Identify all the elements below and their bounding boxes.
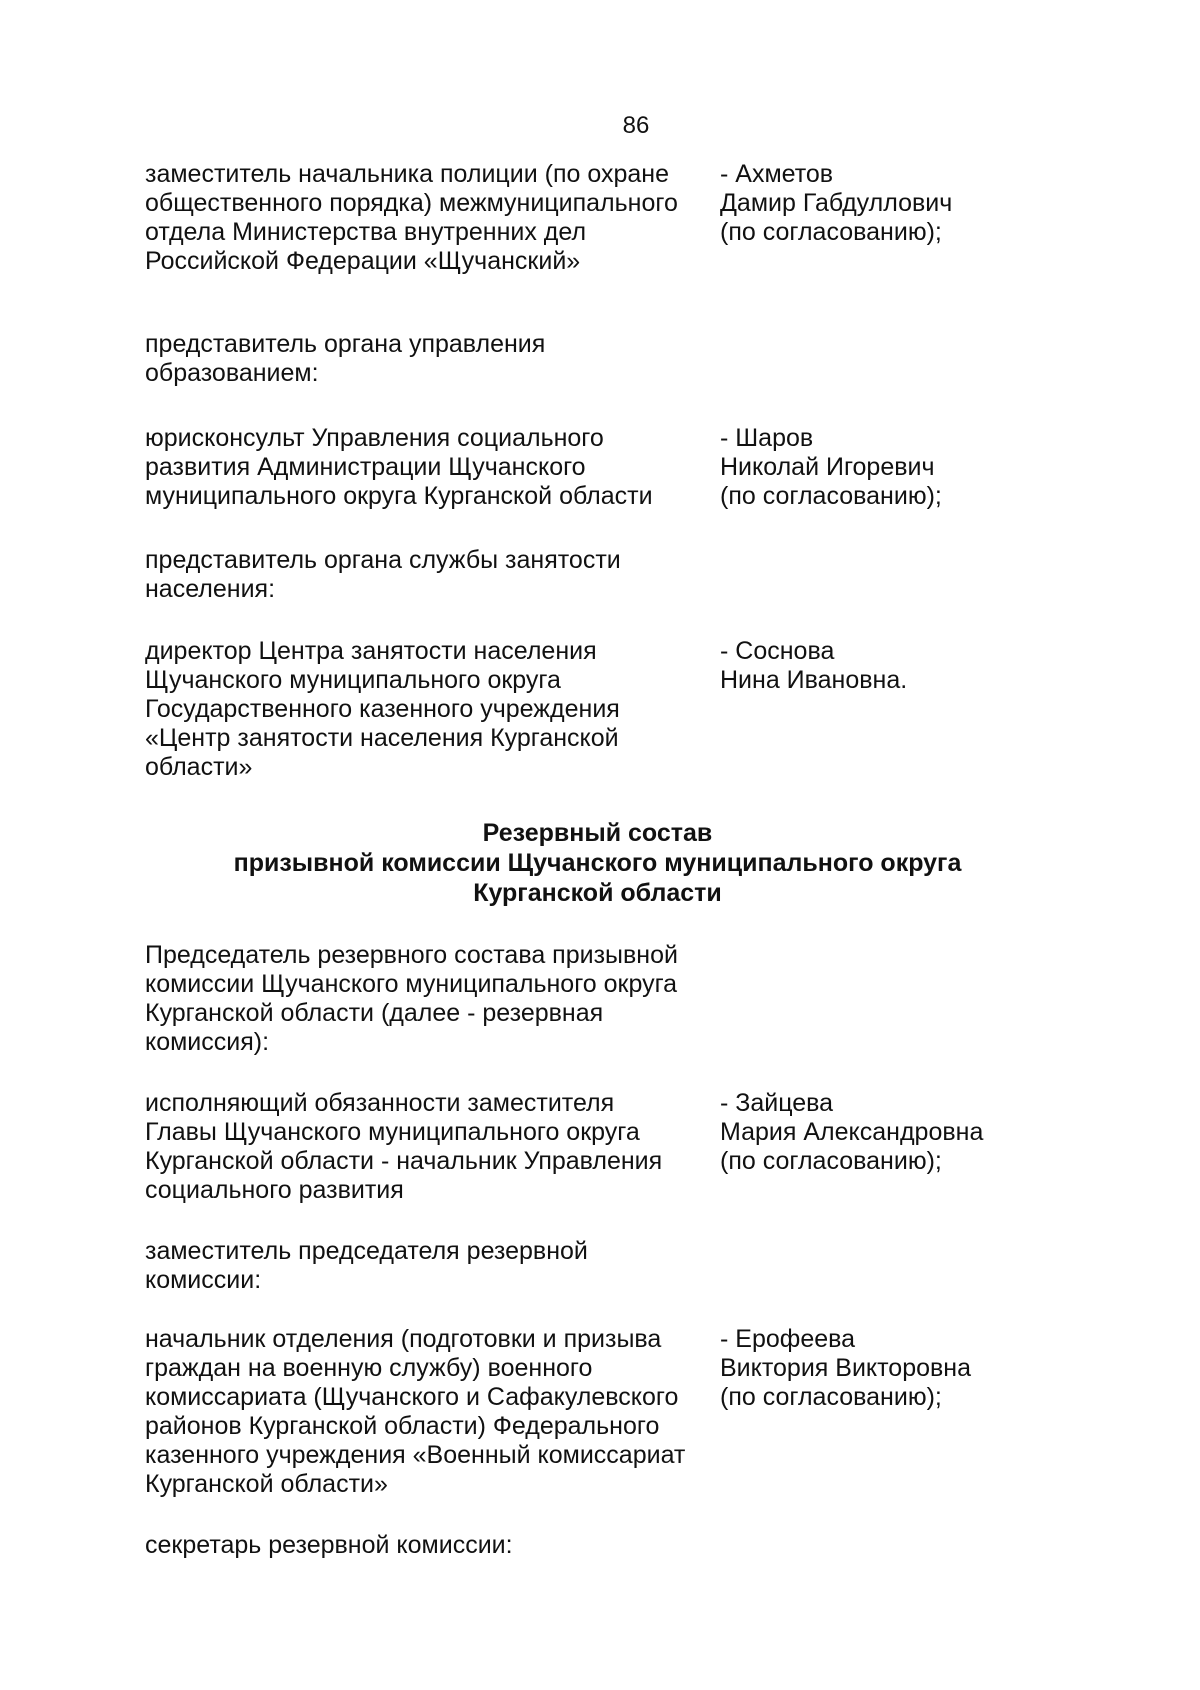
entry-person: - Ерофеева Виктория Викторовна (по согласованию); bbox=[720, 1325, 972, 1411]
entry-person: - Шаров Николай Игоревич (по согласованию); bbox=[720, 424, 942, 510]
entry-position: заместитель председателя резервной комиссии: bbox=[145, 1237, 588, 1294]
entry-position: начальник отделения (подготовки и призыва граждан на военную службу) военного комиссариата (Щучанского и Сафакулевского районов Курганской области) Федерального казенного учреждения «Военный комиссариат Курганской области» bbox=[145, 1325, 686, 1498]
entry-position: заместитель начальника полиции (по охране общественного порядка) межмуниципального отдела Министерства внутренних дел Российской Федерации «Щучанский» bbox=[145, 160, 678, 275]
entry-position: исполняющий обязанности заместителя Главы Щучанского муниципального округа Курганской области - начальник Управления социального развития bbox=[145, 1089, 663, 1204]
entry-military-commissariat bbox=[145, 1325, 1145, 1499]
section-title-line: Резервный состав bbox=[482, 819, 713, 847]
entry-person: - Зайцева Мария Александровна (по согласованию); bbox=[720, 1089, 984, 1175]
entry-reserve-chair-heading bbox=[145, 941, 1145, 1057]
entry-deputy-chair-heading bbox=[145, 1237, 1145, 1295]
entry-secretary-heading bbox=[145, 1531, 1145, 1560]
entry-education-rep bbox=[145, 330, 1145, 388]
entry-position: представитель органа управления образованием: bbox=[145, 330, 546, 387]
entry-acting-deputy-head bbox=[145, 1089, 1145, 1205]
entry-position: Председатель резервного состава призывной комиссии Щучанского муниципального округа Курганской области (далее - резервная комиссия): bbox=[145, 941, 678, 1056]
page-number: 86 bbox=[622, 112, 650, 139]
entry-person: - Соснова Нина Ивановна. bbox=[720, 637, 908, 694]
section-title-line: Курганской области bbox=[473, 879, 722, 907]
entry-position: представитель органа службы занятости населения: bbox=[145, 546, 621, 603]
section-title-line: призывной комиссии Щучанского муниципального округа bbox=[233, 849, 962, 877]
entry-position: юрисконсульт Управления социального развития Администрации Щучанского муниципального округа Курганской области bbox=[145, 424, 653, 510]
entry-police-deputy bbox=[145, 160, 1145, 276]
section-title bbox=[145, 818, 1050, 908]
entry-employment-rep bbox=[145, 546, 1145, 604]
entry-legal-advisor bbox=[145, 424, 1145, 511]
entry-position: секретарь резервной комиссии: bbox=[145, 1531, 513, 1559]
entry-position: директор Центра занятости населения Щучанского муниципального округа Государственного казенного учреждения «Центр занятости населения Курганской области» bbox=[145, 637, 620, 781]
entry-person: - Ахметов Дамир Габдуллович (по согласованию); bbox=[720, 160, 953, 246]
entry-employment-director bbox=[145, 637, 1145, 782]
